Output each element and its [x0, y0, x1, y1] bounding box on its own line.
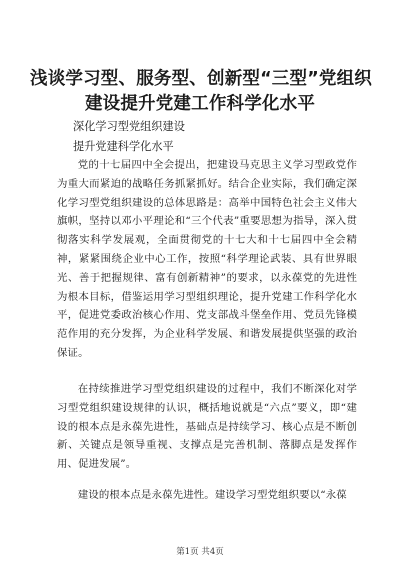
document-title-line-1: 浅谈学习型、服务型、创新型“三型”党组织 — [30, 69, 373, 89]
body-paragraph-1: 党的十七届四中全会提出，把建设马克思主义学习型政党作为重大而紧迫的战略任务抓紧抓好。结合企业实际，我们确定深化学习型党组织建设的总体思路是：高举中国特色社会主义伟大旗帜，坚持以邓小平理论和“三个代表”重要思想为指导，深入贯彻落实科学发展观，全面贯彻党的十七大和十七届四中全会精神，紧紧围绕企业中心工作，按照“科学理论武装、具有世界眼光、善于把握规律、富有创新精神”的要求，以永葆党的先进性为根本目标，借鉴运用学习型组织理论，提升党建工作科学化水平，促进党委政治核心作用、党支部战斗堡垒作用、党员先锋模范作用的充分发挥，为企业科学发展、和谐发展提供坚强的政治保证。 — [57, 159, 357, 359]
subheading-1: 深化学习型党组织建设 — [73, 120, 185, 133]
body-paragraph-block-2 — [57, 380, 357, 474]
body-paragraph-3: 建设的根本点是永葆先进性。建设学习型党组织要以“永葆 — [77, 489, 347, 501]
body-paragraph-block-3 — [57, 486, 357, 505]
document-title-line-2: 建设提升党建工作科学化水平 — [84, 94, 316, 114]
body-paragraph-block-1 — [57, 156, 357, 363]
page-footer: 第1页 共4页 — [176, 547, 224, 557]
body-paragraph-2: 在持续推进学习型党组织建设的过程中，我们不断深化对学习型党组织建设规律的认识，概括地说就是“六点”要义，即“建设的根本点是永葆先进性，基础点是持续学习、核心点是不断创新、关键点是领导重视、支撑点是完善机制、落脚点是发挥作用、促进发展”。 — [57, 383, 357, 471]
subheading-2: 提升党建科学化水平 — [73, 140, 174, 153]
